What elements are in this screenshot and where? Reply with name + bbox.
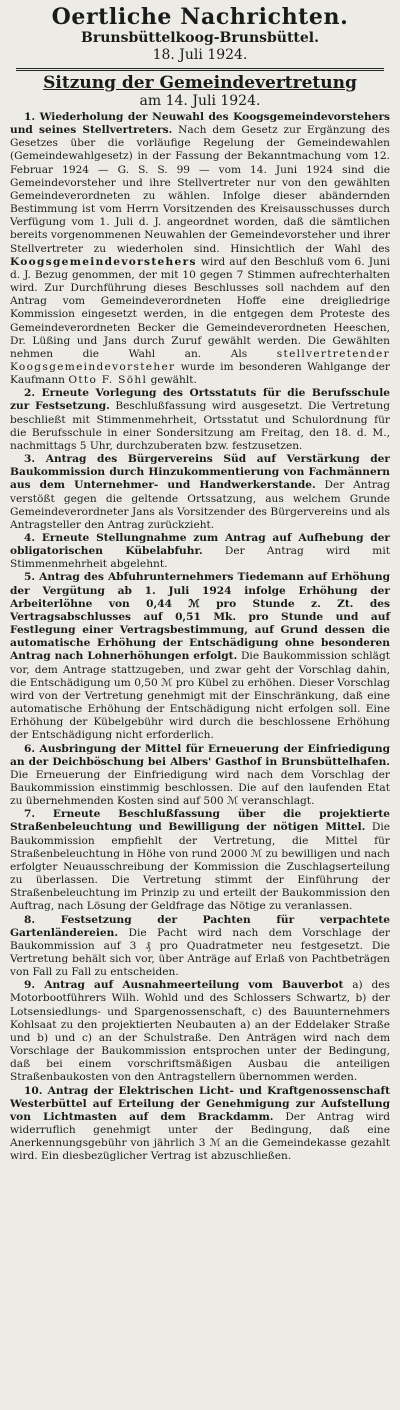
agenda-heading: 7. Erneute Beschlußfassung über die projektierte Straßenbeleuchtung und Bewilligung der nötigen Mittel. xyxy=(10,808,390,834)
agenda-heading: 2. Erneute Vorlegung des Ortsstatuts für die Berufsschule zur Festsetzung. xyxy=(10,387,390,413)
agenda-item-4 xyxy=(10,532,390,571)
agenda-item-10 xyxy=(10,1085,390,1164)
agenda-text: Der Antrag wird widerruflich genehmigt unter der Bedingung, daß eine Anerkennungsgebühr von jährlich 3 ℳ an die Gemeindekasse gezahlt wird. Ein diesbezüglicher Vertrag ist abzuschließen. xyxy=(10,1110,390,1163)
masthead xyxy=(10,4,390,64)
agenda-heading: 4. Erneute Stellungnahme zum Antrag auf Aufhebung der obligatorischen Kübelabfuhr. xyxy=(10,532,390,558)
spaced-term: Koogsgemeindevorstehers xyxy=(10,255,197,268)
agenda-item-9 xyxy=(10,979,390,1084)
agenda-text: gewählt. xyxy=(150,374,197,387)
agenda-text: Der Antrag verstößt gegen die geltende Ortssatzung, aus welchem Grunde Gemeindeverordneter Jans als Vorsitzender des Bürgervereins und als Antragsteller den Antrag zurückzieht. xyxy=(10,479,391,531)
agenda-text: Die Baukommission schlägt vor, dem Antrage stattzugeben, und zwar geht der Vorschlag dahin, die Entschädigung um 0,50 ℳ pro Kübel zu erhöhen. Dieser Vorschlag wird von der Vertretung genehmigt mit der Einschränkung, daß eine automatische Erhöhung der Entschädigung nicht erfolgen soll. Eine Erhöhung der Kübelgebühr wird durch die beschlossene Erhöhung der Entschädigung nicht erforderlich. xyxy=(10,650,391,742)
agenda-item-7 xyxy=(10,808,390,913)
agenda-heading: 1. Wiederholung der Neuwahl des Koogsgemeindevorstehers und seines Stellvertreters. xyxy=(10,111,390,137)
article-date: am 14. Juli 1924. xyxy=(139,93,261,109)
agenda-item-3 xyxy=(10,453,390,532)
agenda-text: Die Pacht wird nach dem Vorschlage der Baukommission auf 3 ₰ pro Quadratmeter neu festgesetzt. Die Vertretung behält sich vor, über Anträge auf Erlaß von Pachtbeträgen von Fall zu Fall zu entscheiden. xyxy=(10,926,390,979)
agenda-heading: 5. Antrag des Abfuhrunternehmers Tiedemann auf Erhöhung der Vergütung ab 1. Juli 1924 infolge Erhöhung der Arbeiterlöhne von 0,44 ℳ pro Stunde z. Zt. des Vertragsabschlusses auf 0,51 Mk. pro Stunde und auf Festlegung einer Vertragsbestimmung, auf Grund dessen die automatische Erhöhung der Entschädigung ohne besonderen Antrag nach Lohnerhöhungen erfolgt. xyxy=(10,571,390,663)
agenda-heading: 8. Festsetzung der Pachten für verpachtete Gartenländereien. xyxy=(10,913,390,939)
agenda-heading: 10. Antrag der Elektrischen Licht- und Kraftgenossenschaft Westerbüttel auf Erteilung der Genehmigung zur Aufstellung von Lichtmasten auf dem Brackdamm. xyxy=(10,1084,390,1123)
agenda-text: wird auf den Beschluß vom 6. Juni d. J. Bezug genommen, der mit 10 gegen 7 Stimmen aufrechterhalten wird. Zur Durchführung dieses Beschlusses soll nachdem auf den Antrag vom Gemeindeverordneten Hoffe eine dreigliedrige Kommission eingesetzt werden, in die entgegen dem Proteste des Gemeindeverordneten Becker die Gemeindeverordneten Heeschen, Dr. Lüßing und Jans durch Zuruf gewählt werden. Die Gewählten nehmen die Wahl an. Als xyxy=(10,255,390,360)
section-title: Oertliche Nachrichten. xyxy=(51,4,349,30)
agenda-text: Nach dem Gesetz zur Ergänzung des Gesetzes über die vorläufige Regelung der Gemeindewahlen (Gemeindewahlgesetz) in der Fassung der Bekanntmachung vom 12. Februar 1924 — G. S. S. 99 — vom 14. Juni 1924 sind die Gemeindevorsteher und ihre Stellvertreter nur von den gewählten Gemeindeverordneten zu wählen. Infolge dieser abändernden Bestimmung ist vom Herrn Vorsitzenden des Kreisausschusses durch Verfügung vom 1. Juli d. J. angeordnet worden, daß die sämtlichen bereits vorgenommenen Neuwahlen der Gemeindevorsteher und ihrer Stellvertreter zu wiederholen sind. Hinsichtlich der Wahl des xyxy=(10,124,390,255)
agenda-text: wurde im besonderen Wahlgange der Kaufmann xyxy=(10,360,390,387)
agenda-text: a) des Motorbootführers Wilh. Wohld und des Schlossers Schwartz, b) der Lotsensiedlungs- und Spargenossenschaft, c) des Bauunternehmers Kohlsaat zu den projektierten Neubauten a) an der Eddelaker Straße und b) und c) an der Schulstraße. Den Anträgen wird nach dem Vorschlage der Baukommission entsprochen unter der Bedingung, daß bei einem vorschriftsmäßigen Ausbau die anteiligen Straßenbaukosten von den Antragstellern übernommen werden. xyxy=(10,979,390,1084)
article-title: Sitzung der Gemeindevertretung xyxy=(43,73,357,93)
agenda-heading: 9. Antrag auf Ausnahmeerteilung vom Bauverbot xyxy=(24,979,344,992)
spaced-term: stellvertretender Koogsgemeindevorsteher xyxy=(10,347,390,373)
agenda-item-5 xyxy=(10,571,390,742)
agenda-item-8 xyxy=(10,914,390,980)
section-subtitle: Brunsbüttelkoog-Brunsbüttel. xyxy=(81,30,319,46)
agenda-item-1 xyxy=(10,111,390,387)
agenda-item-6 xyxy=(10,743,390,809)
divider xyxy=(16,68,384,71)
article-body xyxy=(10,111,390,1164)
issue-date: 18. Juli 1924. xyxy=(152,47,248,63)
agenda-text: Die Erneuerung der Einfriedigung wird nach dem Vorschlag der Baukommission einstimmig beschlossen. Die auf den laufenden Etat zu übernehmenden Kosten sind auf 500 ℳ veranschlagt. xyxy=(10,768,390,808)
spaced-name: Otto F. Söhl xyxy=(68,374,148,387)
agenda-item-2 xyxy=(10,387,390,453)
agenda-heading: 3. Antrag des Bürgervereins Süd auf Verstärkung der Baukommission durch Hinzukommentierung von Fachmännern aus dem Unternehmer- und Handwerkerstande. xyxy=(10,453,390,492)
agenda-text: Der Antrag wird mit Stimmenmehrheit abgelehnt. xyxy=(10,545,390,571)
agenda-text: Beschlußfassung wird ausgesetzt. Die Vertretung beschließt mit Stimmenmehrheit, Ortsstatut und Schulordnung für die Berufsschule in einer Sondersitzung am Freitag, den 18. d. M., nachmittags 5 Uhr, durchzuberaten bzw. festzusetzen. xyxy=(10,400,391,452)
agenda-text: Die Baukommission empfiehlt der Vertretung, die Mittel für Straßenbeleuchtung in Höhe von rund 2000 ℳ zu bewilligen und nach erfolgter Neuausschreibung der Kommission die Zuschlagserteilung zu überlassen. Die Vertretung stimmt der Einführung der Straßenbeleuchtung im Prinzip zu und erteilt der Baukommission den Auftrag, nach Lösung der Geldfrage das Nötige zu veranlassen. xyxy=(10,821,390,913)
agenda-heading: 6. Ausbringung der Mittel für Erneuerung der Einfriedigung an der Deichböschung bei Albers' Gasthof in Brunsbüttelhafen. xyxy=(10,742,390,768)
